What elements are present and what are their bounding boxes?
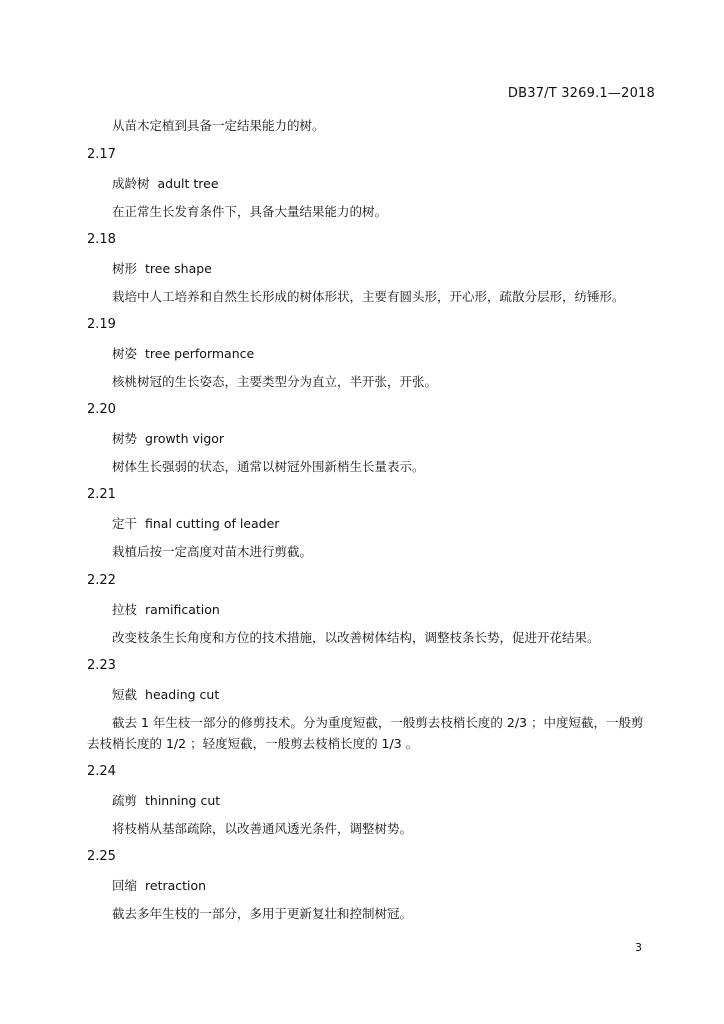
entry-number: 2.25 (87, 849, 116, 864)
term-chinese: 树势 (112, 431, 138, 446)
entry-definition: 栽植后按一定高度对苗木进行剪截。 (112, 544, 313, 559)
term-english: adult tree (157, 176, 219, 191)
term-chinese: 回缩 (112, 878, 138, 893)
entry-term (112, 686, 219, 704)
page-number: 3 (635, 941, 642, 954)
term-english: retraction (145, 878, 207, 893)
entry-term (112, 877, 206, 895)
term-english: tree shape (145, 261, 212, 276)
term-chinese: 树姿 (112, 346, 138, 361)
term-chinese: 成龄树 (112, 176, 150, 191)
entry-term (112, 601, 220, 619)
intro-definition: 从苗木定植到具备一定结果能力的树。 (112, 118, 325, 133)
term-english: final cutting of leader (145, 516, 280, 531)
entry-term (112, 345, 254, 363)
entry-term (112, 430, 224, 448)
term-chinese: 疏剪 (112, 793, 138, 808)
entry-definition: 截去多年生枝的一部分，多用于更新复壮和控制树冠。 (112, 906, 413, 921)
entry-term (112, 175, 219, 193)
entry-number: 2.20 (87, 402, 116, 417)
entry-term (112, 260, 212, 278)
entry-number: 2.23 (87, 658, 116, 673)
entry-number: 2.22 (87, 573, 116, 588)
term-chinese: 树形 (112, 261, 138, 276)
term-english: ramification (145, 602, 220, 617)
entry-definition-continued: 去枝梢长度的 1/2 ；轻度短截，一般剪去枝梢长度的 1/3 。 (87, 736, 419, 751)
entry-definition: 树体生长强弱的状态，通常以树冠外围新梢生长量表示。 (112, 459, 425, 474)
term-chinese: 拉枝 (112, 602, 138, 617)
entry-number: 2.18 (87, 232, 116, 247)
entry-number: 2.19 (87, 317, 116, 332)
term-english: thinning cut (145, 793, 221, 808)
entry-number: 2.24 (87, 764, 116, 779)
term-english: growth vigor (145, 431, 225, 446)
entry-definition: 将枝梢从基部疏除，以改善通风透光条件，调整树势。 (112, 821, 413, 836)
entry-number: 2.17 (87, 147, 116, 162)
entry-definition: 核桃树冠的生长姿态，主要类型分为直立，半开张，开张。 (112, 374, 438, 389)
entry-definition: 改变枝条生长角度和方位的技术措施，以改善树体结构，调整枝条长势，促进开花结果。 (112, 630, 600, 645)
term-english: tree performance (145, 346, 255, 361)
standard-code: DB37/T 3269.1—2018 (507, 86, 655, 101)
entry-definition: 截去 1 年生枝一部分的修剪技术。分为重度短截，一般剪去枝梢长度的 2/3 ；中度短截，一般剪 (112, 715, 644, 730)
entry-term (112, 515, 279, 533)
entry-number: 2.21 (87, 487, 116, 502)
term-chinese: 短截 (112, 687, 138, 702)
term-english: heading cut (145, 687, 220, 702)
term-chinese: 定干 (112, 516, 138, 531)
entry-term (112, 792, 220, 810)
entry-definition: 在正常生长发育条件下，具备大量结果能力的树。 (112, 204, 388, 219)
entry-definition: 栽培中人工培养和自然生长形成的树体形状，主要有圆头形，开心形，疏散分层形，纺锤形。 (112, 289, 625, 304)
